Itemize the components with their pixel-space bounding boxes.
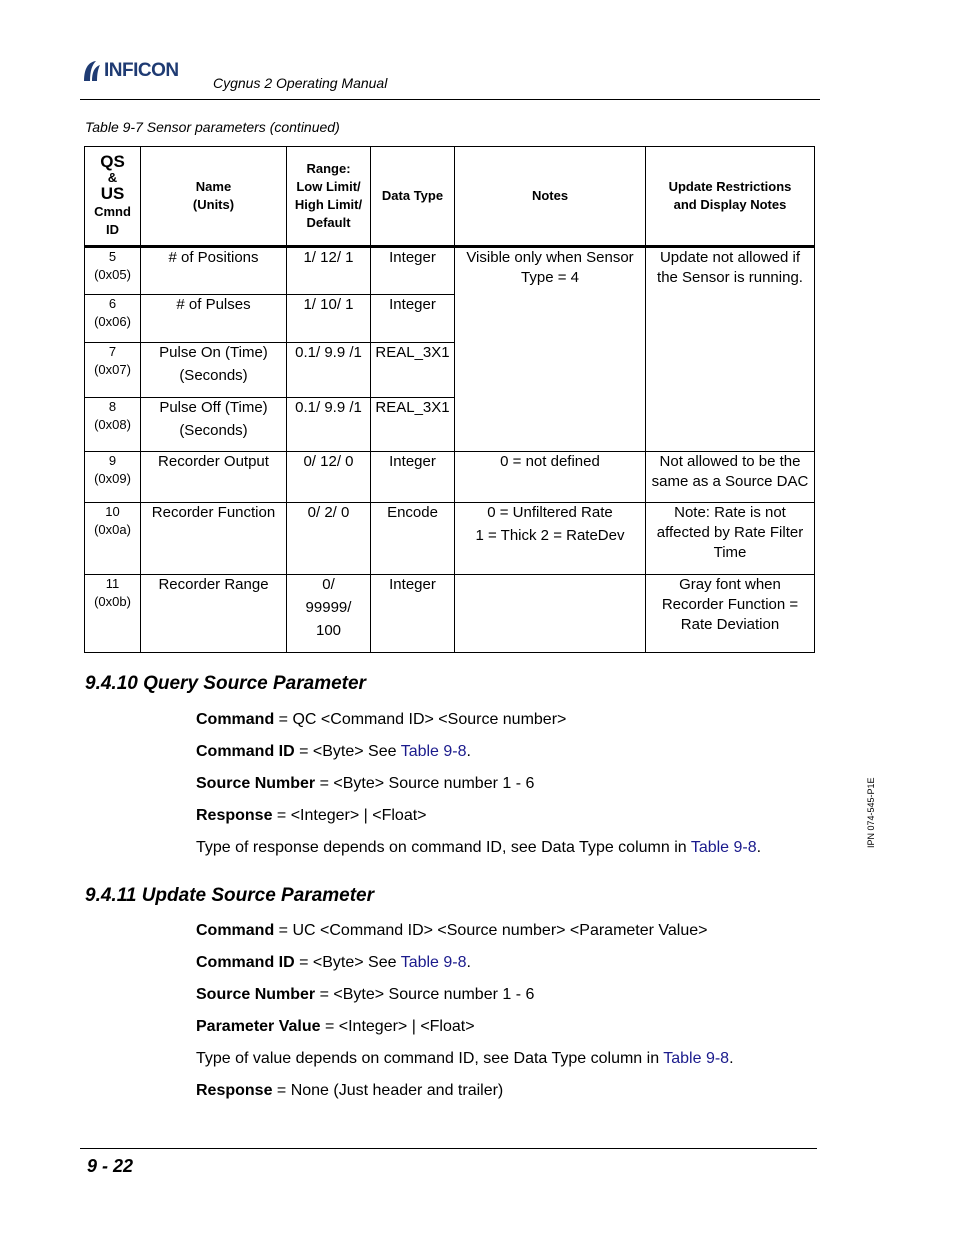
update-parameter-value-line: Parameter Value = <Integer> | <Float>: [196, 1018, 475, 1035]
update-cell: Gray font when Recorder Function = Rate Deviation: [646, 575, 815, 653]
data-type-cell: Integer: [371, 247, 455, 295]
ipn-side-note: IPN 074-545-P1E: [866, 777, 876, 848]
header-rule: [80, 99, 820, 100]
document-title: Cygnus 2 Operating Manual: [213, 75, 388, 91]
notes-cell: [455, 575, 646, 653]
data-type-cell: REAL_3X1: [371, 398, 455, 452]
query-type-line: Type of response depends on command ID, see Data Type column in Table 9-8.: [196, 839, 762, 856]
name-cell: Recorder Output: [141, 452, 287, 503]
table-caption: Table 9-7 Sensor parameters (continued): [85, 119, 340, 135]
name-cell: # of Pulses: [141, 295, 287, 343]
notes-cell: 0 = not defined: [455, 452, 646, 503]
section-heading-update-source: 9.4.11 Update Source Parameter: [85, 885, 375, 906]
notes-cell: 0 = Unfiltered Rate 1 = Thick 2 = RateDev: [455, 503, 646, 575]
range-cell: 1/ 10/ 1: [287, 295, 371, 343]
inficon-logo-icon: [80, 59, 102, 83]
update-source-number-line: Source Number = <Byte> Source number 1 - 6: [196, 986, 535, 1003]
table-row: [85, 452, 815, 503]
update-command-id-line: Command ID = <Byte> See Table 9-8.: [196, 954, 471, 971]
update-response-line: Response = None (Just header and trailer): [196, 1082, 504, 1099]
cmd-id-cell: 5 (0x05): [85, 247, 141, 295]
sensor-parameters-table: [84, 146, 815, 653]
logo-text: INFICON: [104, 60, 179, 81]
header-data-type: Data Type: [371, 147, 455, 247]
query-command-line: Command = QC <Command ID> <Source number>: [196, 711, 567, 728]
section-heading-query-source: 9.4.10 Query Source Parameter: [85, 673, 366, 694]
range-cell: 1/ 12/ 1: [287, 247, 371, 295]
table-9-8-link[interactable]: Table 9-8: [400, 954, 467, 971]
data-type-cell: Integer: [371, 295, 455, 343]
table-row: [85, 247, 815, 295]
range-cell: 0.1/ 9.9 /1: [287, 343, 371, 398]
inficon-logo: [80, 58, 179, 84]
cmd-id-cell: 10 (0x0a): [85, 503, 141, 575]
header-update-restrictions: Update Restrictions and Display Notes: [646, 147, 815, 247]
header-cmd-id: QS & US Cmnd ID: [85, 147, 141, 247]
header-name: Name (Units): [141, 147, 287, 247]
data-type-cell: Integer: [371, 452, 455, 503]
cmd-id-cell: 9 (0x09): [85, 452, 141, 503]
query-command-id-line: Command ID = <Byte> See Table 9-8.: [196, 743, 471, 760]
update-cell-merged: Update not allowed if the Sensor is running.: [646, 247, 815, 452]
update-cell: Not allowed to be the same as a Source DAC: [646, 452, 815, 503]
header-notes: Notes: [455, 147, 646, 247]
range-cell: 0/ 12/ 0: [287, 452, 371, 503]
cmd-id-cell: 8 (0x08): [85, 398, 141, 452]
cmd-id-cell: 11 (0x0b): [85, 575, 141, 653]
name-cell: Pulse On (Time) (Seconds): [141, 343, 287, 398]
header-range: Range: Low Limit/ High Limit/ Default: [287, 147, 371, 247]
name-cell: Recorder Function: [141, 503, 287, 575]
cmd-id-cell: 7 (0x07): [85, 343, 141, 398]
table-9-8-link[interactable]: Table 9-8: [690, 839, 757, 856]
table-9-8-link[interactable]: Table 9-8: [400, 743, 467, 760]
notes-cell-merged: Visible only when Sensor Type = 4: [455, 247, 646, 452]
name-cell: Recorder Range: [141, 575, 287, 653]
cmd-id-cell: 6 (0x06): [85, 295, 141, 343]
range-cell: 0/ 99999/ 100: [287, 575, 371, 653]
data-type-cell: Integer: [371, 575, 455, 653]
table-9-8-link[interactable]: Table 9-8: [663, 1050, 730, 1067]
page-number: 9 - 22: [87, 1156, 134, 1176]
footer-rule: [80, 1148, 817, 1149]
table-row: [85, 503, 815, 575]
range-cell: 0.1/ 9.9 /1: [287, 398, 371, 452]
name-cell: Pulse Off (Time) (Seconds): [141, 398, 287, 452]
table-header-row: [85, 147, 815, 247]
range-cell: 0/ 2/ 0: [287, 503, 371, 575]
table-row: [85, 575, 815, 653]
update-type-line: Type of value depends on command ID, see Data Type column in Table 9-8.: [196, 1050, 734, 1067]
update-cell: Note: Rate is not affected by Rate Filter Time: [646, 503, 815, 575]
update-command-line: Command = UC <Command ID> <Source number> <Parameter Value>: [196, 922, 708, 939]
name-cell: # of Positions: [141, 247, 287, 295]
data-type-cell: Encode: [371, 503, 455, 575]
query-source-number-line: Source Number = <Byte> Source number 1 - 6: [196, 775, 535, 792]
data-type-cell: REAL_3X1: [371, 343, 455, 398]
query-response-line: Response = <Integer> | <Float>: [196, 807, 427, 824]
